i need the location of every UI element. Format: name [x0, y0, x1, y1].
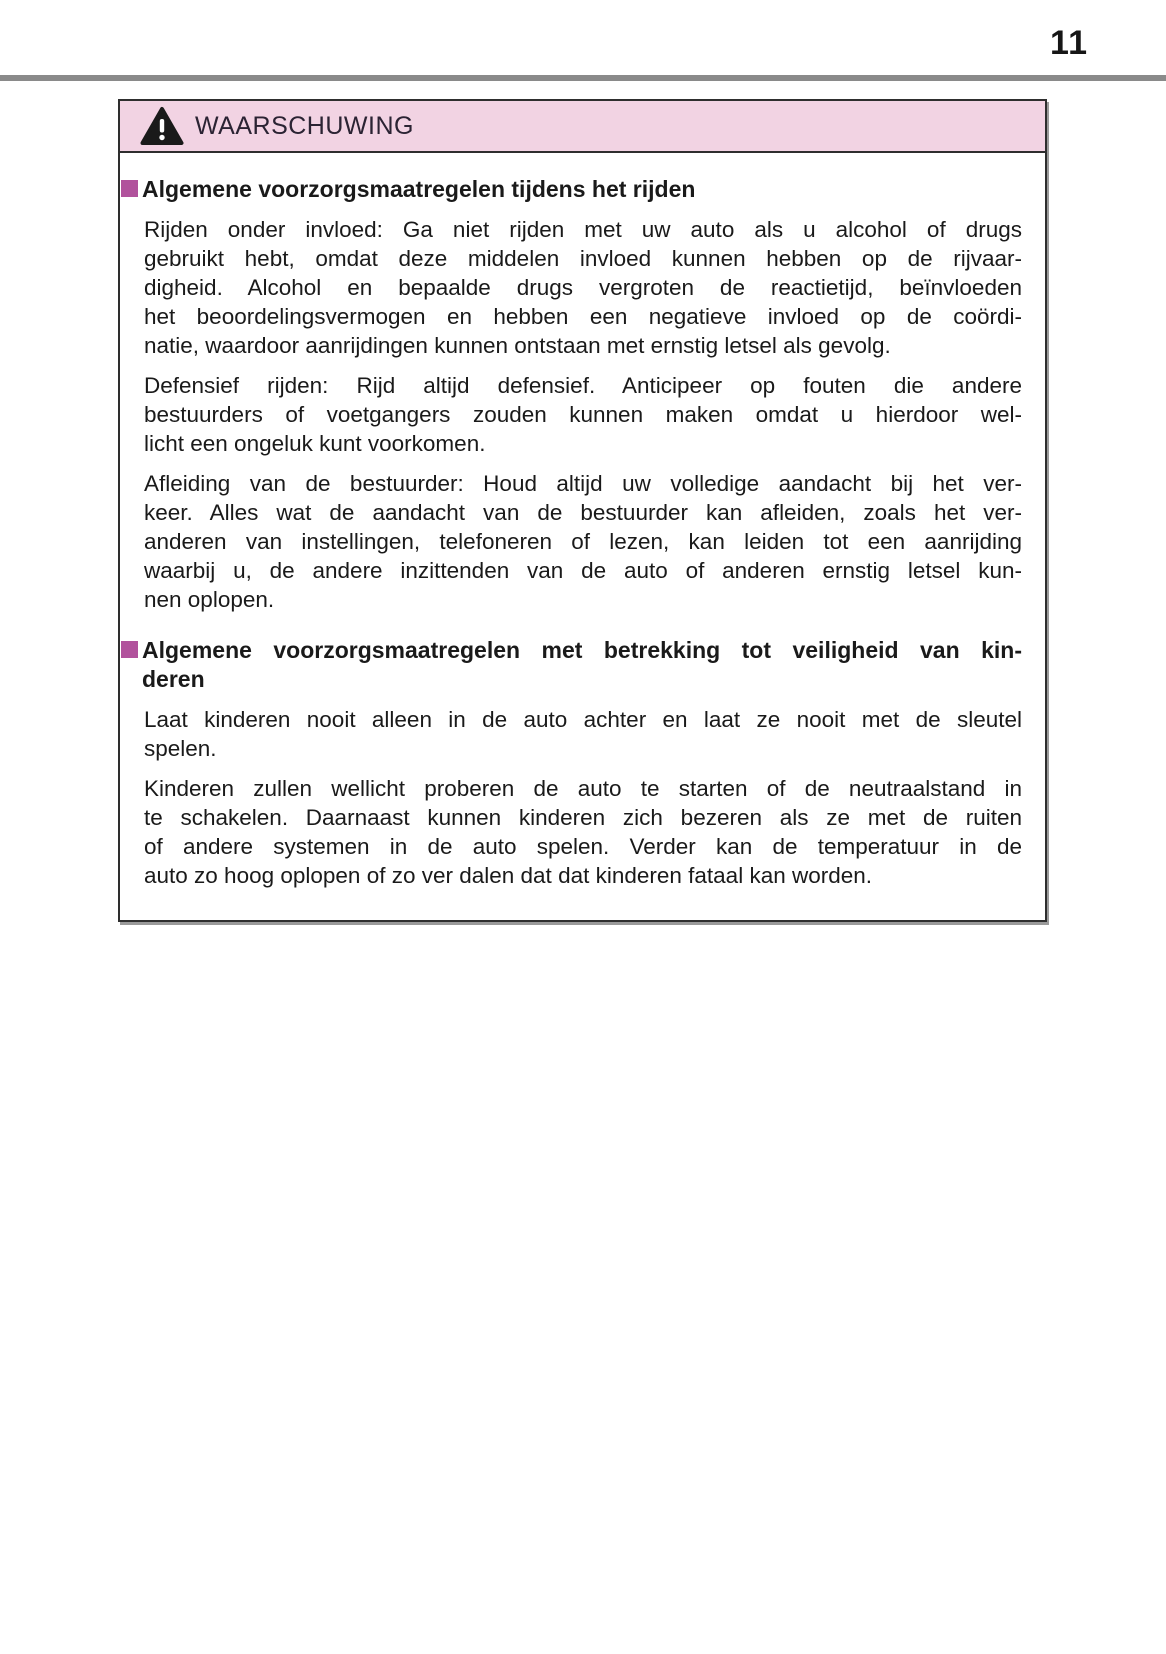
top-rule — [0, 75, 1166, 81]
section-bullet-icon — [121, 180, 138, 197]
page-number: 11 — [1050, 24, 1088, 62]
paragraph — [142, 371, 1022, 458]
heading-line: Algemene voorzorgsmaatregelen met betrekking tot veiligheid van kin- — [142, 637, 1022, 663]
section-heading — [142, 636, 1022, 694]
paragraph-line: Rijden onder invloed: Ga niet rijden met uw auto als u alcohol of drugs — [144, 217, 1022, 242]
warning-section — [121, 636, 1022, 890]
paragraph-line: of andere systemen in de auto spelen. Verder kan de temperatuur in de — [144, 834, 1022, 859]
paragraph — [142, 705, 1022, 763]
paragraph-line: Afleiding van de bestuurder: Houd altijd uw volledige aandacht bij het ver- — [144, 471, 1022, 496]
paragraph-line: bestuurders of voetgangers zouden kunnen maken omdat u hierdoor wel- — [144, 402, 1022, 427]
paragraph-line: Laat kinderen nooit alleen in de auto achter en laat ze nooit met de sleutel — [144, 707, 1022, 732]
warning-triangle-icon — [140, 106, 184, 146]
warning-section — [121, 175, 1022, 614]
paragraph-line: het beoordelingsvermogen en hebben een negatieve invloed op de coördi- — [144, 304, 1022, 329]
warning-body — [120, 175, 1045, 920]
paragraph-line: nen oplopen. — [144, 587, 275, 612]
paragraph-line: keer. Alles wat de aandacht van de bestuurder kan afleiden, zoals het ver- — [144, 500, 1022, 525]
paragraph-line: auto zo hoog oplopen of zo ver dalen dat dat kinderen fataal kan worden. — [144, 863, 873, 888]
paragraph-line: natie, waardoor aanrijdingen kunnen ontstaan met ernstig letsel als gevolg. — [144, 333, 891, 358]
paragraph-line: digheid. Alcohol en bepaalde drugs vergroten de reactietijd, beïnvloeden — [144, 275, 1022, 300]
warning-header — [120, 101, 1045, 153]
warning-title: WAARSCHUWING — [195, 111, 414, 140]
paragraph-line: gebruikt hebt, omdat deze middelen invloed kunnen hebben op de rijvaar- — [144, 246, 1022, 271]
paragraph-line: licht een ongeluk kunt voorkomen. — [144, 431, 486, 456]
paragraph-line: waarbij u, de andere inzittenden van de auto of anderen ernstig letsel kun- — [144, 558, 1022, 583]
heading-line: Algemene voorzorgsmaatregelen tijdens het rijden — [142, 176, 696, 202]
paragraph-line: anderen van instellingen, telefoneren of lezen, kan leiden tot een aanrijding — [144, 529, 1022, 554]
paragraph — [142, 774, 1022, 890]
paragraph — [142, 215, 1022, 360]
warning-box — [118, 99, 1047, 922]
paragraph-line: Kinderen zullen wellicht proberen de auto te starten of de neutraalstand in — [144, 776, 1022, 801]
paragraph-line: spelen. — [144, 736, 217, 761]
paragraph-line: Defensief rijden: Rijd altijd defensief. Anticipeer op fouten die andere — [144, 373, 1022, 398]
section-heading — [142, 175, 1022, 204]
heading-line: deren — [142, 666, 205, 692]
section-bullet-icon — [121, 641, 138, 658]
paragraph-line: te schakelen. Daarnaast kunnen kinderen zich bezeren als ze met de ruiten — [144, 805, 1022, 830]
paragraph — [142, 469, 1022, 614]
